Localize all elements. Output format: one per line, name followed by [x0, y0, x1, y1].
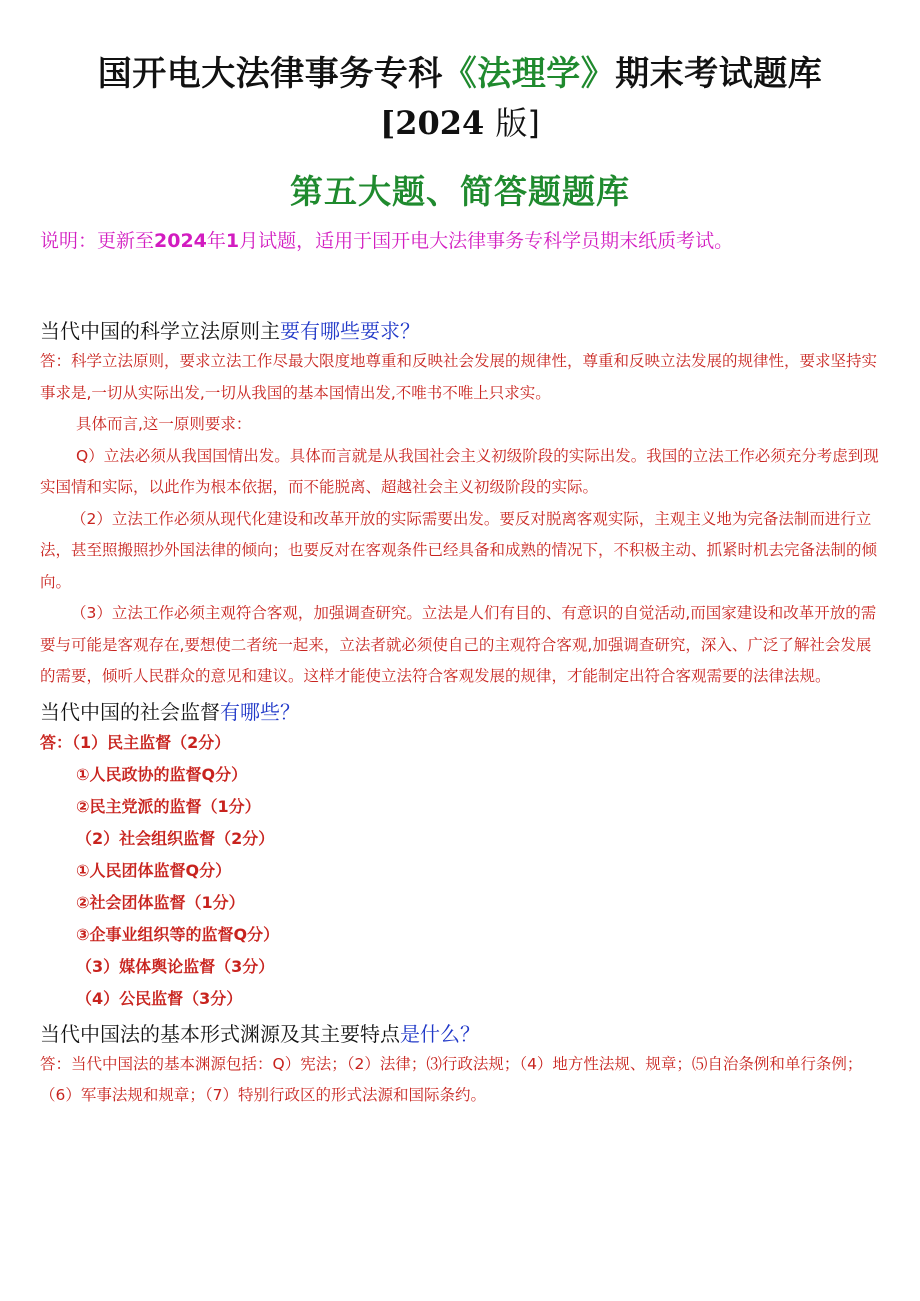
- answer-2-item: ②社会团体监督（1分）: [76, 892, 245, 912]
- version-word: 版]: [495, 104, 540, 142]
- question-3-text: 当代中国法的基本形式渊源及其主要特点: [40, 1021, 400, 1046]
- answer-3-para-1: 答：当代中国法的基本渊源包括：Q）宪法；（2）法律；⑶行政法规；（4）地方性法规、规章；⑸自治条例和单行条例；（6）军事法规和规章；（7）特别行政区的形式法源和国际条约。: [40, 1054, 863, 1104]
- answer-1-para-3: Q）立法必须从我国国情出发。具体而言就是从我国社会主义初级阶段的实际出发。我国的立法工作必须充分考虑到现实国情和实际，以此作为根本依据，而不能脱离、超越社会主义初级阶段的实际。: [40, 446, 879, 496]
- answer-2: [40, 727, 880, 1015]
- answer-2-item: ①人民政协的监督Q分）: [76, 764, 248, 784]
- description-note: [40, 226, 880, 256]
- note-part2: 年: [206, 230, 226, 252]
- question-2-text: 当代中国的社会监督: [40, 699, 220, 724]
- answer-1: [40, 346, 880, 693]
- question-2-highlight: 有哪些？: [220, 699, 300, 724]
- title-part2: 期末考试题库: [615, 54, 823, 94]
- title-part1: 国开电大法律事务专科: [97, 54, 443, 94]
- answer-2-item: 答：（1）民主监督（2分）: [40, 732, 231, 752]
- note-part1: 说明：更新至: [40, 230, 155, 252]
- answer-1-para-2: 具体而言,这一原则要求：: [76, 415, 252, 433]
- answer-2-item: （2）社会组织监督（2分）: [76, 828, 275, 848]
- note-month: 1: [225, 230, 240, 252]
- note-part3: 月试题，适用于国开电大法律事务专科学员期末纸质考试。: [239, 230, 734, 252]
- answer-2-item: ②民主党派的监督（1分）: [76, 796, 261, 816]
- answer-2-item: （4）公民监督（3分）: [76, 988, 243, 1008]
- version-number: [2024: [380, 104, 485, 142]
- answer-2-item: ③企事业组织等的监督Q分）: [76, 924, 280, 944]
- answer-1-para-4: （2）立法工作必须从现代化建设和改革开放的实际需要出发。要反对脱离客观实际，主观主义地为完备法制而进行立法，甚至照搬照抄外国法律的倾向；也要反对在客观条件已经具备和成熟的情况下，不积极主动、抓紧时机去完备法制的倾向。: [40, 509, 878, 591]
- question-3-highlight: 是什么？: [400, 1021, 480, 1046]
- title-accent: 《法理学》: [442, 54, 616, 94]
- question-2: [40, 697, 880, 727]
- answer-2-item: ①人民团体监督Q分）: [76, 860, 232, 880]
- question-3: [40, 1019, 880, 1049]
- question-1: [40, 316, 880, 346]
- question-1-highlight: 要有哪些要求？: [280, 319, 420, 343]
- section-title: 第五大题、简答题题库: [290, 172, 630, 211]
- note-year: 2024: [154, 230, 207, 252]
- answer-1-para-5: （3）立法工作必须主观符合客观，加强调查研究。立法是人们有目的、有意识的自觉活动,而国家建设和改革开放的需要与可能是客观存在,要想使二者统一起来，立法者就必须使自己的主观符合客观,加强调查研究，深入、广泛了解社会发展的需要，倾听人民群众的意见和建议。这样才能使立法符合客观发展的规律，才能制定出符合客观需要的法律法规。: [40, 604, 877, 685]
- answer-3: [40, 1049, 880, 1112]
- answer-2-item: （3）媒体舆论监督（3分）: [76, 956, 275, 976]
- answer-1-para-1: 答：科学立法原则，要求立法工作尽最大限度地尊重和反映社会发展的规律性，尊重和反映立法发展的规律性，要求坚持实事求是,一切从实际出发,一切从我国的基本国情出发,不唯书不唯上只求实。: [40, 352, 878, 402]
- document-title: [40, 0, 880, 96]
- version-label: [40, 100, 880, 146]
- question-1-text: 当代中国的科学立法原则主: [40, 319, 280, 343]
